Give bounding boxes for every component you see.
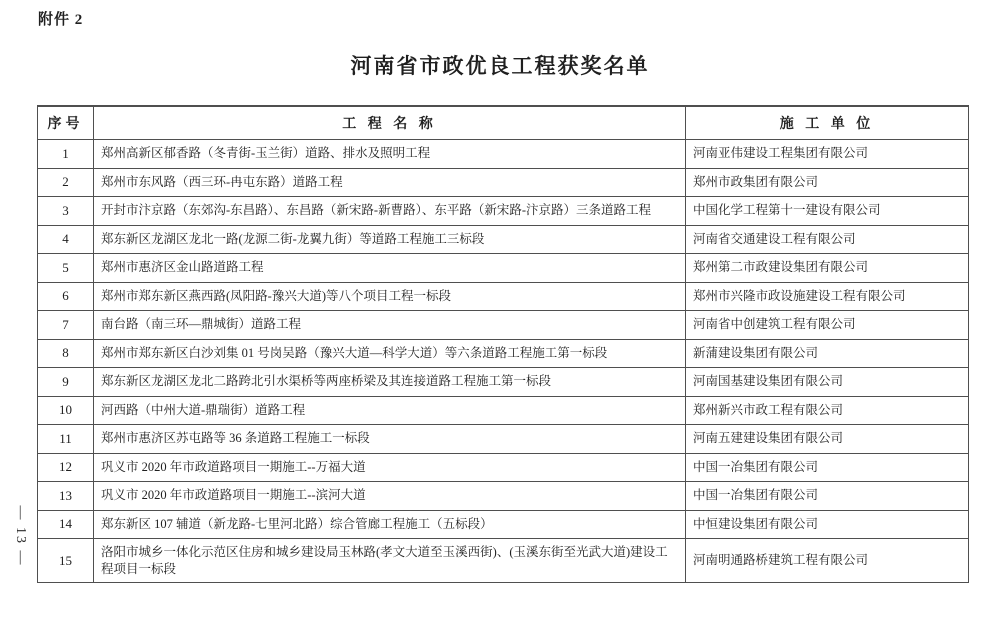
unit-cell: 郑州市政集团有限公司	[686, 168, 969, 197]
unit-cell: 中国化学工程第十一建设有限公司	[686, 197, 969, 226]
page-number: — 13 —	[13, 505, 28, 567]
project-cell: 郑东新区龙湖区龙北一路(龙源二街-龙翼九街）等道路工程施工三标段	[94, 225, 686, 254]
project-cell: 郑州市郑东新区燕西路(凤阳路-豫兴大道)等八个项目工程一标段	[94, 282, 686, 311]
seq-cell: 6	[38, 282, 94, 311]
project-cell: 郑州高新区郁香路（冬青街-玉兰街）道路、排水及照明工程	[94, 140, 686, 169]
table-row	[38, 425, 969, 454]
unit-cell: 河南亚伟建设工程集团有限公司	[686, 140, 969, 169]
header-project: 工 程 名 称	[94, 106, 686, 140]
unit-cell: 河南省交通建设工程有限公司	[686, 225, 969, 254]
table-row	[38, 482, 969, 511]
unit-cell: 河南省中创建筑工程有限公司	[686, 311, 969, 340]
project-cell: 南台路（南三环—鼎城街）道路工程	[94, 311, 686, 340]
project-cell: 郑州市郑东新区白沙刘集 01 号岗吴路（豫兴大道—科学大道）等六条道路工程施工第一标段	[94, 339, 686, 368]
table-row	[38, 197, 969, 226]
unit-cell: 河南国基建设集团有限公司	[686, 368, 969, 397]
project-cell: 巩义市 2020 年市政道路项目一期施工--滨河大道	[94, 482, 686, 511]
unit-cell: 河南五建建设集团有限公司	[686, 425, 969, 454]
table-row	[38, 368, 969, 397]
table-row	[38, 510, 969, 539]
table-row	[38, 453, 969, 482]
page-title: 河南省市政优良工程获奖名单	[350, 55, 650, 78]
project-cell: 郑州市惠济区苏屯路等 36 条道路工程施工一标段	[94, 425, 686, 454]
project-cell: 郑州市东风路（西三环-冉屯东路）道路工程	[94, 168, 686, 197]
project-cell: 郑东新区 107 辅道（新龙路-七里河北路）综合管廊工程施工（五标段）	[94, 510, 686, 539]
awards-table	[37, 105, 969, 583]
seq-cell: 8	[38, 339, 94, 368]
unit-cell: 郑州市兴隆市政设施建设工程有限公司	[686, 282, 969, 311]
table-row	[38, 396, 969, 425]
table-row	[38, 168, 969, 197]
table-row	[38, 339, 969, 368]
seq-cell: 12	[38, 453, 94, 482]
project-cell: 河西路（中州大道-鼎瑞街）道路工程	[94, 396, 686, 425]
seq-cell: 4	[38, 225, 94, 254]
table-row	[38, 311, 969, 340]
seq-cell: 5	[38, 254, 94, 283]
unit-cell: 中国一冶集团有限公司	[686, 482, 969, 511]
project-cell: 开封市汴京路（东郊沟-东昌路）、东昌路（新宋路-新曹路）、东平路（新宋路-汴京路）三条道路工程	[94, 197, 686, 226]
seq-cell: 10	[38, 396, 94, 425]
table-row	[38, 140, 969, 169]
seq-cell: 2	[38, 168, 94, 197]
project-cell: 郑州市惠济区金山路道路工程	[94, 254, 686, 283]
seq-cell: 1	[38, 140, 94, 169]
header-unit: 施 工 单 位	[686, 106, 969, 140]
seq-cell: 14	[38, 510, 94, 539]
seq-cell: 7	[38, 311, 94, 340]
table-row	[38, 254, 969, 283]
unit-cell: 河南明通路桥建筑工程有限公司	[686, 539, 969, 583]
table-header-row	[38, 106, 969, 140]
seq-cell: 13	[38, 482, 94, 511]
unit-cell: 中国一冶集团有限公司	[686, 453, 969, 482]
project-cell: 巩义市 2020 年市政道路项目一期施工--万福大道	[94, 453, 686, 482]
table-row	[38, 225, 969, 254]
unit-cell: 新蒲建设集团有限公司	[686, 339, 969, 368]
seq-cell: 11	[38, 425, 94, 454]
unit-cell: 中恒建设集团有限公司	[686, 510, 969, 539]
table-row	[38, 282, 969, 311]
seq-cell: 9	[38, 368, 94, 397]
table-row	[38, 539, 969, 583]
seq-cell: 15	[38, 539, 94, 583]
unit-cell: 郑州第二市政建设集团有限公司	[686, 254, 969, 283]
seq-cell: 3	[38, 197, 94, 226]
project-cell: 郑东新区龙湖区龙北二路跨北引水渠桥等两座桥梁及其连接道路工程施工第一标段	[94, 368, 686, 397]
header-seq: 序号	[38, 106, 94, 140]
project-cell: 洛阳市城乡一体化示范区住房和城乡建设局玉林路(孝文大道至玉溪西街)、(玉溪东街至光武大道)建设工程项目一标段	[94, 539, 686, 583]
attachment-label: 附件 2	[38, 12, 84, 28]
unit-cell: 郑州新兴市政工程有限公司	[686, 396, 969, 425]
